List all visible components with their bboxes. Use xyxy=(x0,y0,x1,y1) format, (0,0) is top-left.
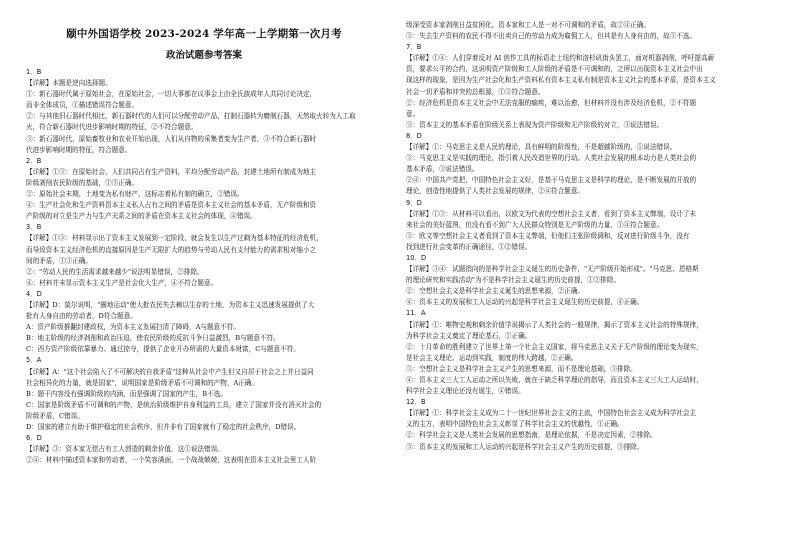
text-line: 基本矛盾，③说法错误。 xyxy=(406,165,479,174)
text-line: ②：空想社会主义是科学社会主义诞生的思想来源，②正确。 xyxy=(406,287,585,296)
text-line: ②："劳动人民的生活需求越来越少"说法明显错误，②排除。 xyxy=(26,267,204,276)
left-text-block xyxy=(26,67,382,466)
document-subtitle: 政治试题参考答案 xyxy=(165,50,242,61)
text-line: C：西方资产阶级依靠暴力、通过掠夺，提供了企业开办所需的大量资本财富，C与题意不符。 xyxy=(26,345,300,354)
text-line: 现这样的现象，是因为生产社会化和生产资料私有资本主义私有制是资本主义社会的基本矛盾，是资本主义 xyxy=(406,76,716,85)
text-line: 的理论研究和实践活动"为不是科学社会主义诞生的历史前提，①②排除。 xyxy=(406,276,621,285)
text-line: ③：资本主义的发展和工人运动的兴起是科学社会主义产生的历史前提，③排除。 xyxy=(406,442,644,451)
text-line: 【详解】①③：材料显示出了资本主义发展到一定阶段，就会发生以生产过剩为基本特征的经济危机， xyxy=(26,234,323,243)
text-line: 而非全体成员，①描述错误符合题意。 xyxy=(26,101,139,110)
text-line: ②④：材料中描述资本家和劳动者，一个笑容满面，一个战战兢兢，这表明在资本主义社会里工人阶 xyxy=(26,456,317,465)
text-line: 【详解】本题是逆向选择题。 xyxy=(26,79,112,88)
question-answer-key: 9．D xyxy=(406,198,422,207)
text-line: 间的矛盾，①③正确。 xyxy=(26,256,92,265)
text-line: ③：马克思主义是实践的理论，指引着人民改造世界的行动。人类社会发展的根本动力是人类社会的 xyxy=(406,154,697,163)
text-line: ③：失去生产资料的农民不得不出卖自己的劳动力成为雇佣工人，但其是有人身自由的，故③不选。 xyxy=(406,32,697,41)
text-line: 是社会主义理论、运动到实践，制度的伟大跨越，②正确。 xyxy=(406,353,578,362)
text-line: 而导致资本主义经济危机的直接原因是生产无限扩大的趋势与劳动人民有支付能力的需求相对缩小之 xyxy=(26,245,317,254)
text-line: ③：欧文等空想社会主义者看到了资本主义弊端，但他们主张阶级调和，反对进行阶级斗争，没有 xyxy=(406,231,690,240)
right-column xyxy=(390,20,776,554)
text-line: 【详解】①：马克思主义是人民的理论，具有鲜明的阶级性，不是超越阶级的，①说法错误。 xyxy=(406,143,677,152)
text-line: 火，符合新石器时代进步影响时期的特征，②不符合题意。 xyxy=(26,123,198,132)
text-line: ④：材料并未显示资本主义生产是社会化大生产，④不符合题意。 xyxy=(26,278,218,287)
text-line: 【详解】①③：在原始社会，人们共同占有生产资料，平均分配劳动产品，封建土地所有制成为地主 xyxy=(26,167,317,176)
question-answer-key: 5．A xyxy=(26,356,42,365)
text-line: B：地主阶级的经济剥削和政治压迫，使农民阶级的反抗斗争日益激烈，B与题意不符。 xyxy=(26,334,280,343)
document-title: 颐中外国语学校 2023-2024 学年高一上学期第一次月考 xyxy=(66,28,342,40)
text-line: 级深受资本家剥削日益贫困化，资本家和工人是一对不可调和的矛盾，故②④正确。 xyxy=(406,21,650,29)
text-line: ①：新石器时代属于原始社会，在原始社会，一切大事都在议事会上由全氏族成年人共同讨论决定， xyxy=(26,90,317,99)
text-line: ④：生产社会化和生产资料资本主义私人占有之间的矛盾是资本主义社会的基本矛盾，无产阶级和资 xyxy=(26,201,317,210)
text-line: 【详解】③④：试题指向的是科学社会主义诞生的历史条件，"无产阶级开始形成"、"马克思、恩格斯 xyxy=(406,265,699,274)
question-answer-key: 11．A xyxy=(406,309,426,318)
text-line: 理论，创造性地提供了人类社会发展的规律，②④符合题意。 xyxy=(406,187,585,196)
text-line: 为科学社会主义奠定了理论基石，①正确。 xyxy=(406,331,532,340)
text-line: 社会相异化的力量，就是国家"，说明国家是阶级矛盾不可调和的产物，A正确。 xyxy=(26,378,258,387)
text-line: ②：科学社会主义是人类社会发展的思想指南，是理论依据，不是决定因素，②排除。 xyxy=(406,431,657,440)
text-line: ③：新石器时代，原始畜牧业和农业开始出现，人们从自物的采集者变为生产者，③不符合新石器时 xyxy=(26,134,317,143)
question-answer-key: 3．B xyxy=(26,223,42,232)
text-line: 批有人身自由的劳动者，D符合题意。 xyxy=(26,312,137,321)
text-line: ③：空想社会主义是科学社会主义产生的思想来源，而不是理论基础，③排除。 xyxy=(406,364,637,373)
text-line: 【详解】A："这个社会陷入了不可解决的自我矛盾"这种从社会中产生但又自居于社会之上并日益同 xyxy=(26,367,314,376)
text-line: D：国家的建立有助于维护稳定的社会秩序，但并非有了国家就有了稳定的社会秩序，D错误。 xyxy=(26,423,301,431)
question-answer-key: 12．B xyxy=(406,398,426,407)
text-line: 资，要求公平的合约，这说明资产阶级和工人阶级的矛盾是不可调和的，之所以出现资本主义社会中出 xyxy=(406,65,703,74)
question-answer-key: 4．D xyxy=(26,289,42,298)
question-answer-key: 7．B xyxy=(406,43,422,52)
text-line: 代进步影响时期的特征，符合题意。 xyxy=(26,145,132,154)
question-answer-key: 6．D xyxy=(26,434,42,443)
right-text-block xyxy=(406,20,776,453)
text-line: 【详解】③：资本家无偿占有工人创造的剩余价值，这①说法错误。 xyxy=(26,445,224,454)
text-line: ②：与其他旧石器时代相比，新石器时代的人们可以分配劳动产品，打制石器转为磨制石器，天然取火转为人工取 xyxy=(26,112,356,121)
text-line: A：资产阶级推翻封建政权，为资本主义发展扫清了障碍，A与题意不符。 xyxy=(26,323,240,332)
text-line: 【详解】D：莫尔说明，"圈地运动"使大批农民失去赖以生存的土地，为资本主义迅速发展提供了大 xyxy=(26,300,315,309)
question-answer-key: 8．D xyxy=(406,131,422,140)
text-line: 义的主方，表明中国特色社会主义彰显了科学社会主义的优越性，①正确。 xyxy=(406,420,624,429)
text-line: ②：十月革命的胜利建立了世界上第一个社会主义国家，将马克思主义关于无产阶级的理论变为现实， xyxy=(406,342,703,351)
text-line: ③：资本主义的基本矛盾在阶级关系上表现为资产阶级和无产阶级的对立，③说法错误。 xyxy=(406,120,664,129)
text-line: 阶级矛盾，C错误。 xyxy=(26,411,84,420)
question-answer-key: 1．B xyxy=(26,68,42,76)
text-line: 来社会的美好蓝图，但没有看不到广大人民群众特别是无产阶级的力量，①④符合题意。 xyxy=(406,220,664,229)
question-answer-key: 2．B xyxy=(26,156,42,165)
text-line: 社会一切矛盾和冲突的总根源，①③符合题意。 xyxy=(406,87,545,96)
text-line: 【详解】①：唯物史观和剩余价值学说揭示了人类社会的一般规律，揭示了资本主义社会的特殊规律， xyxy=(406,320,703,329)
text-line: 【详解】①④：人们穿着反对 AI 创作工具的标语走上纽约和洛杉矶街头罢工，面对机器剥削，呼吁提高薪 xyxy=(406,54,715,63)
text-line: 产阶级的对立是生产力与生产关系之间的矛盾在资本主义社会的体现，④错误。 xyxy=(26,212,257,221)
text-line: B：题干内容没有强调阶级的内涵，而是强调了国家的产生，B不选。 xyxy=(26,389,227,398)
text-line: ④：资本主义的发展和工人运动的兴起是科学社会主义诞生的历史前提，④正确。 xyxy=(406,298,644,307)
text-line: ②：经济危机是资本主义社会中无法克服的痼疾，难以治愈，但材料并没有涉及经济危机，②不符题 xyxy=(406,98,697,107)
question-answer-key: 10．D xyxy=(406,253,427,262)
text-line: C：国家是阶级矛盾不可调和的产物，是统治阶级维护自身利益的工具，建立了国家并没有消灭社会的 xyxy=(26,400,322,409)
text-line: ②④：中国共产党把，中国特色社会主义好，是基于马克思主义是科学的理论，是不断发展的开放的 xyxy=(406,176,697,185)
text-line: 阶级剥削农民阶级的基础，①③正确。 xyxy=(26,178,139,187)
text-line: ④：资本主义三大工人运动之所以失败，就在于缺乏科学理论的指导，而且资本主义三大工人运动时， xyxy=(406,376,703,384)
text-line: 【详解】①③：从材料可以看出，以欧文为代表的空想社会主义者，看到了资本主义弊端，设计了未 xyxy=(406,209,697,218)
text-line: 意。 xyxy=(406,109,420,118)
left-column xyxy=(26,20,390,554)
text-line: 科学社会主义理论还没有诞生，④错误。 xyxy=(406,387,525,396)
text-line: 【详解】①：科学社会主义成为二十一世纪世界社会主义的主流，中国特色社会主义成为科学社会主 xyxy=(406,409,697,418)
text-line: 找到进行社会变革的正确途径，①②错误。 xyxy=(406,242,532,251)
text-line: ②：原始社会末期，土地变为私有财产，这标志着私有制的确立，②错误。 xyxy=(26,190,244,199)
